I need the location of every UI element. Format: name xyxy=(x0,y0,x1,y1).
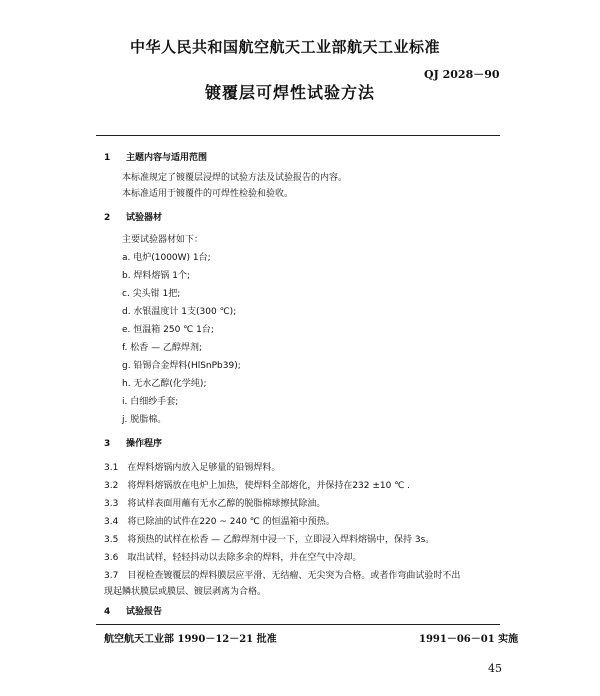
standard-code: QJ 2028－90 xyxy=(424,68,500,81)
procedure-step: 3.4 将已除油的试件在220 ~ 240 ℃ 的恒温箱中预热。 xyxy=(104,517,335,527)
section-3-heading xyxy=(104,436,162,449)
section-number: 4 xyxy=(104,607,111,617)
equipment-item: j. 脱脂棉。 xyxy=(122,415,167,425)
procedure-step-continuation: 现起鳞状膜层或膜层、镀层剥离为合格。 xyxy=(104,587,267,597)
procedure-step: 3.2 将焊料熔锅放在电炉上加热，使焊料全部熔化，并保持在232 ±10 ℃ . xyxy=(104,481,411,491)
top-divider xyxy=(96,135,500,136)
document-title: 镀覆层可焊性试验方法 xyxy=(205,83,376,102)
bottom-divider xyxy=(96,624,500,625)
page-number: 45 xyxy=(488,662,502,675)
equipment-item: d. 水银温度计 1支(300 ℃); xyxy=(122,307,237,317)
procedure-step: 3.1 在焊料熔锅内放入足够量的铅锡焊料。 xyxy=(104,463,281,473)
procedure-step: 3.3 将试样表面用蘸有无水乙醇的脱脂棉球擦拭除油。 xyxy=(104,499,326,509)
equipment-item: e. 恒温箱 250 ℃ 1台; xyxy=(122,325,214,335)
standard-body-heading: 中华人民共和国航空航天工业部航天工业标准 xyxy=(130,38,441,56)
section-2-intro: 主要试验器材如下： xyxy=(122,235,204,245)
section-1-line: 本标准适用于镀覆件的可焊性检验和验收。 xyxy=(122,189,294,199)
section-number: 3 xyxy=(104,439,111,449)
equipment-item: g. 铅锡合金焊料(HlSnPb39); xyxy=(122,361,241,371)
equipment-item: i. 白细纱手套; xyxy=(122,397,179,407)
equipment-item: h. 无水乙醇(化学纯); xyxy=(122,379,207,389)
section-number: 2 xyxy=(104,213,111,223)
procedure-step: 3.6 取出试样，轻轻抖动以去除多余的焊料，并在空气中冷却。 xyxy=(104,553,362,563)
section-1-line: 本标准规定了镀覆层浸焊的试验方法及试验报告的内容。 xyxy=(122,173,348,183)
approval-date: 航空航天工业部 1990－12－21 批准 xyxy=(104,634,277,645)
equipment-item: a. 电炉(1000W) 1台; xyxy=(122,253,211,263)
section-2-heading xyxy=(104,210,162,223)
section-4-heading xyxy=(104,604,162,617)
section-title: 试验报告 xyxy=(126,607,163,617)
section-1-heading xyxy=(104,150,207,163)
procedure-step: 3.5 将预热的试样在松香 — 乙醇焊剂中浸一下，立即浸入焊料熔锅中，保持 3s。 xyxy=(104,535,435,545)
section-number: 1 xyxy=(104,153,111,163)
implementation-date: 1991－06－01 实施 xyxy=(419,634,519,645)
equipment-item: b. 焊料熔锅 1个; xyxy=(122,271,191,281)
section-title: 试验器材 xyxy=(126,213,163,223)
section-title: 操作程序 xyxy=(126,439,163,449)
equipment-item: f. 松香 — 乙醇焊剂; xyxy=(122,343,202,353)
section-title: 主题内容与适用范围 xyxy=(126,153,208,163)
equipment-item: c. 尖头钳 1把; xyxy=(122,289,181,299)
procedure-step: 3.7 目视检查镀覆层的焊料膜层应平滑、无结瘤、无尖突为合格。或者作弯曲试验时不出 xyxy=(104,571,461,581)
